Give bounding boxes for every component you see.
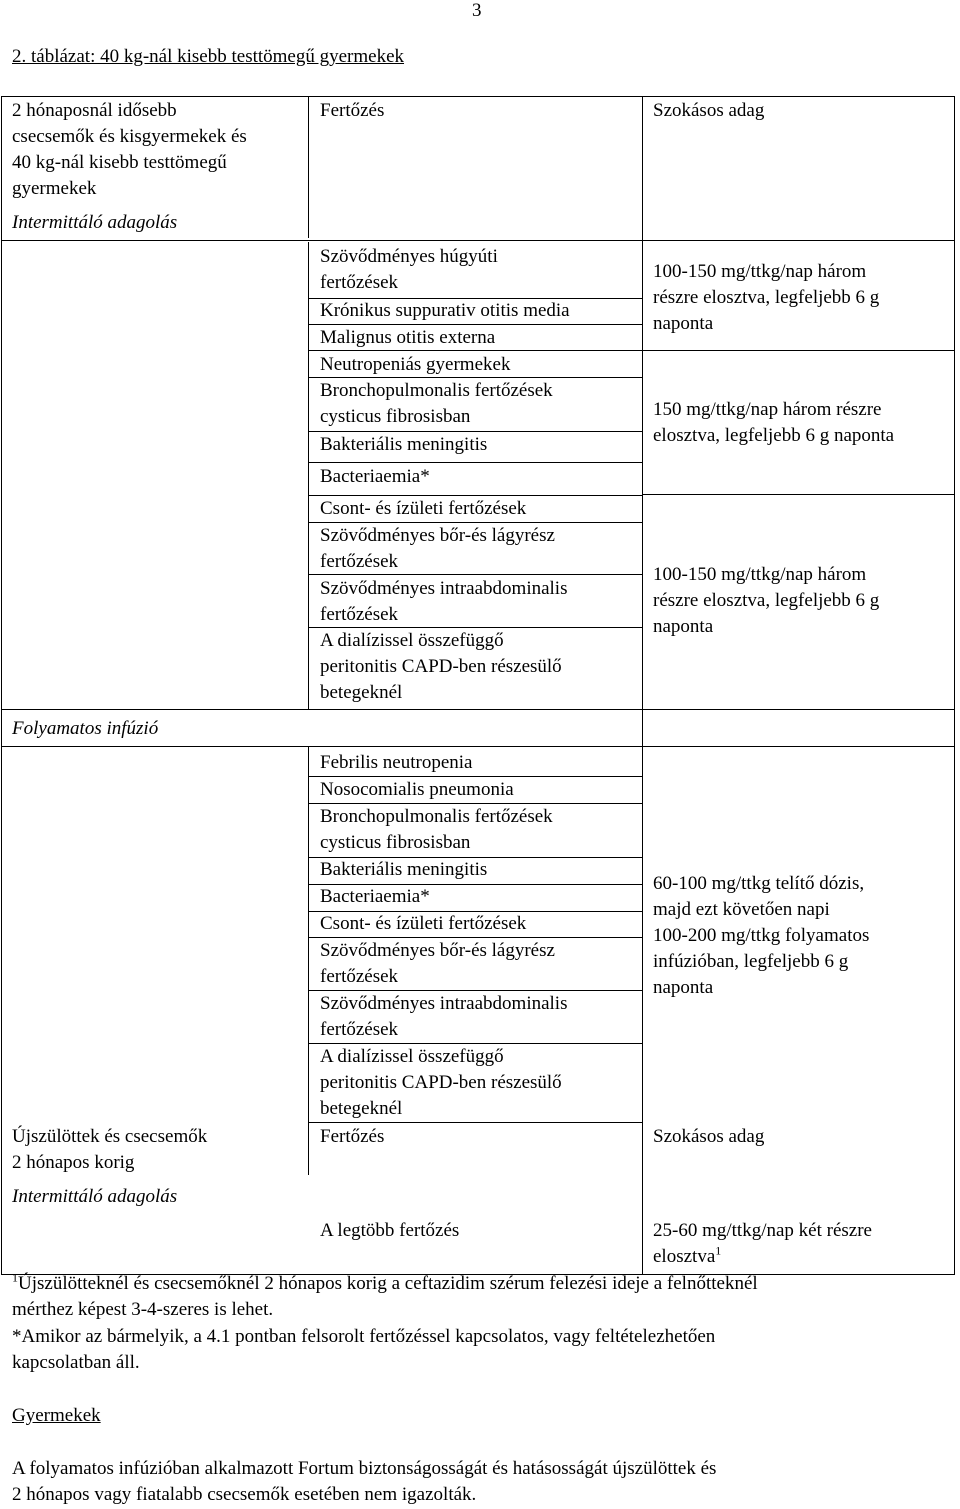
table-vline (642, 96, 643, 1274)
infection-item: Bakteriális meningitis (320, 434, 488, 455)
continuous-dose-text: 60-100 mg/ttkg telítő dózis, majd ezt követően napi 100-200 mg/ttkg folyamatos infúzióban, legfeljebb 6 g naponta (653, 873, 870, 998)
infection-item: Febrilis neutropenia (320, 752, 473, 773)
table-hline (1, 709, 955, 710)
section-heading: Gyermekek (12, 1405, 101, 1426)
infection-item: Krónikus suppurativ otitis media (320, 300, 570, 321)
infection-item: Szövődményes bőr-és lágyrész fertőzések (320, 525, 555, 572)
newborn-group-label: Újszülöttek és csecsemők 2 hónapos korig (12, 1126, 208, 1173)
infection-item: Szövődményes bőr-és lágyrész fertőzések (320, 940, 555, 987)
column-header-dose: Szokásos adag (653, 1126, 765, 1147)
patient-group-label: 2 hónaposnál idősebb csecsemők és kisgyermekek és 40 kg-nál kisebb testtömegű gyermekek (12, 100, 247, 199)
infection-item: Csont- és ízületi fertőzések (320, 913, 527, 934)
newborn-intermittent-label: Intermittáló adagolás (12, 1186, 178, 1207)
footnote-ref: 1 (715, 1243, 722, 1258)
infection-item: Nosocomialis pneumonia (320, 779, 514, 800)
footnote-1-text: Újszülötteknél és csecsemőknél 2 hónapos korig a ceftazidim szérum felezési ideje a felnőtteknél mérthez képest 3-4-szeres is lehet. (12, 1273, 758, 1320)
table-vline (308, 96, 309, 238)
infection-item: Bronchopulmonalis fertőzések cysticus fibrosisban (320, 806, 553, 853)
column-header-infection: Fertőzés (320, 100, 385, 121)
infection-item: Szövődményes intraabdominalis fertőzések (320, 993, 568, 1040)
table-vline (308, 242, 309, 709)
footnote-1 (12, 1271, 947, 1323)
infection-item: A dialízissel összefüggő peritonitis CAPD-ben részesülő betegeknél (320, 630, 562, 703)
infection-item: Bacteriaemia* (320, 466, 430, 487)
infection-item: Csont- és ízületi fertőzések (320, 498, 527, 519)
column-header-infection: Fertőzés (320, 1126, 385, 1147)
infection-item: Bacteriaemia* (320, 886, 430, 907)
infection-item: A dialízissel összefüggő peritonitis CAPD-ben részesülő betegeknél (320, 1046, 562, 1119)
table-title: 2. táblázat: 40 kg-nál kisebb testtömegű gyermekek (12, 46, 405, 67)
newborn-dose-text (653, 1218, 872, 1270)
table-hline (308, 1122, 642, 1123)
infection-item: Bakteriális meningitis (320, 859, 488, 880)
dose-text: 150 mg/ttkg/nap három részre elosztva, legfeljebb 6 g naponta (653, 399, 895, 446)
newborn-dose-value: 25-60 mg/ttkg/nap két részre elosztva (653, 1220, 872, 1267)
table-hline (1, 746, 955, 747)
dose-text: 100-150 mg/ttkg/nap három részre elosztva, legfeljebb 6 g naponta (653, 564, 880, 637)
footnote-mark: 1 (12, 1270, 18, 1285)
infection-item: Neutropeniás gyermekek (320, 354, 511, 375)
body-paragraph: A folyamatos infúzióban alkalmazott Fortum biztonságosságát és hatásosságát újszülöttek és 2 hónapos vagy fiatalabb csecsemők esetében nem igazolták. (12, 1458, 717, 1505)
intermittent-dosing-label: Intermittáló adagolás (12, 212, 178, 233)
table-hline (1, 240, 955, 241)
infection-item: Szövődményes húgyúti fertőzések (320, 246, 498, 293)
table-hline (308, 462, 642, 463)
dose-text: 100-150 mg/ttkg/nap három részre elosztva, legfeljebb 6 g naponta (653, 261, 880, 334)
page-number: 3 (472, 0, 482, 21)
infection-item: A legtöbb fertőzés (320, 1220, 460, 1241)
table-hline (642, 494, 955, 495)
table-vline (308, 747, 309, 1175)
infection-item: Szövődményes intraabdominalis fertőzések (320, 578, 568, 625)
continuous-infusion-label: Folyamatos infúzió (12, 718, 159, 739)
infection-item: Malignus otitis externa (320, 327, 496, 348)
infection-item: Bronchopulmonalis fertőzések cysticus fibrosisban (320, 380, 553, 427)
column-header-dose: Szokásos adag (653, 100, 765, 121)
footnote-2: *Amikor az bármelyik, a 4.1 pontban felsorolt fertőzéssel kapcsolatos, vagy feltételezhetően kapcsolatban áll. (12, 1326, 716, 1373)
